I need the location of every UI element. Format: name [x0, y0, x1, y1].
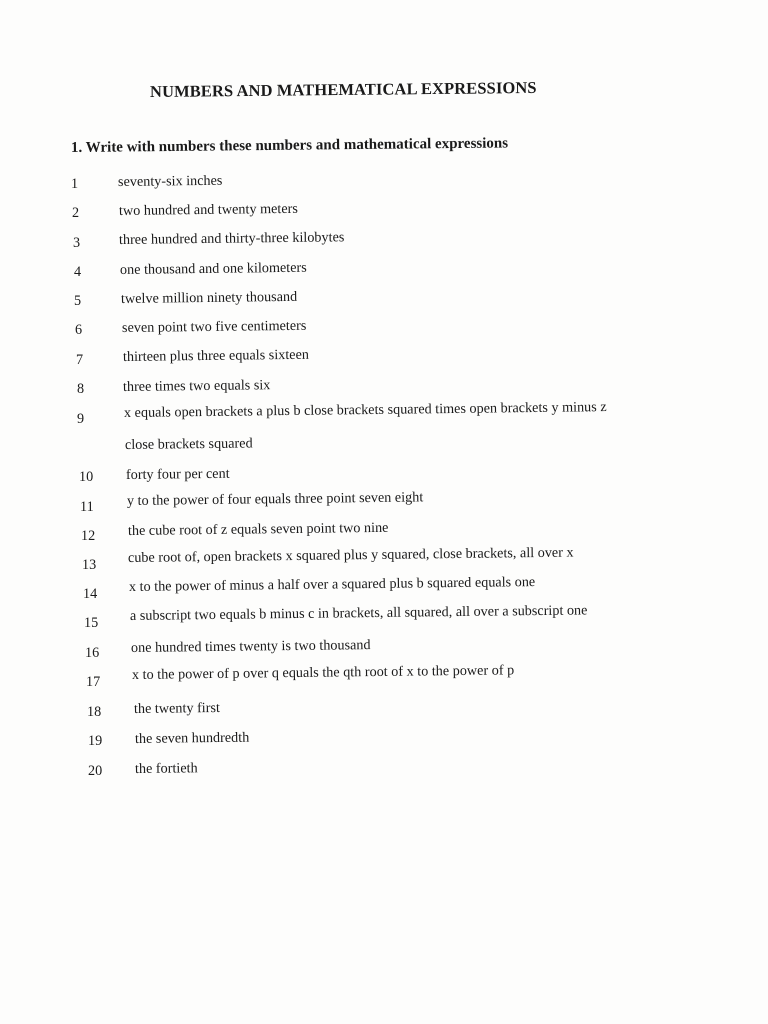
- item-text: thirteen plus three equals sixteen: [122, 346, 310, 365]
- item-text: y to the power of four equals three point seven eight: [126, 489, 424, 509]
- item-text: one hundred times twenty is two thousand: [130, 637, 371, 656]
- item-text: x to the power of p over q equals the qth root of x to the power of p: [131, 662, 515, 683]
- item-number: 11: [80, 499, 94, 515]
- item-text: three hundred and thirty-three kilobytes: [118, 229, 345, 248]
- item-text: the cube root of z equals seven point two nine: [127, 519, 389, 539]
- item-number: 3: [73, 235, 81, 251]
- item-number: 6: [75, 322, 83, 338]
- item-text: cube root of, open brackets x squared plus y squared, close brackets, all over x: [127, 544, 574, 566]
- item-number: 17: [86, 674, 101, 690]
- item-text: twelve million ninety thousand: [120, 288, 298, 307]
- item-text: the twenty first: [133, 699, 220, 717]
- item-number: 5: [74, 293, 82, 309]
- item-text: x equals open brackets a plus b close brackets squared times open brackets y minus z: [123, 399, 607, 421]
- item-text: two hundred and twenty meters: [118, 200, 298, 219]
- item-text: x to the power of minus a half over a squared plus b squared equals one: [128, 574, 536, 595]
- item-number: 8: [77, 381, 85, 397]
- item-number: 14: [83, 586, 98, 602]
- item-text: a subscript two equals b minus c in brackets, all squared, all over a subscript one: [129, 602, 588, 624]
- item-text: forty four per cent: [125, 465, 230, 483]
- item-text: the fortieth: [134, 760, 198, 777]
- item-number: 12: [81, 528, 96, 544]
- item-text: three times two equals six: [122, 377, 271, 395]
- item-number: 18: [87, 704, 102, 720]
- item-text-continuation: close brackets squared: [124, 435, 253, 453]
- item-number: 13: [82, 557, 97, 573]
- item-number: 20: [88, 763, 103, 779]
- page-title: NUMBERS AND MATHEMATICAL EXPRESSIONS: [149, 77, 537, 101]
- item-number: 16: [85, 645, 100, 661]
- item-text: the seven hundredth: [134, 729, 250, 747]
- item-number: 19: [88, 733, 103, 749]
- item-number: 4: [74, 264, 82, 280]
- item-number: 7: [76, 352, 84, 368]
- section-heading: 1. Write with numbers these numbers and mathematical expressions: [70, 135, 509, 156]
- item-number: 9: [77, 411, 85, 427]
- item-text: seventy-six inches: [117, 172, 223, 190]
- item-text: seven point two five centimeters: [121, 317, 307, 336]
- item-number: 2: [72, 205, 80, 221]
- item-number: 15: [84, 615, 99, 631]
- item-number: 10: [79, 469, 94, 485]
- item-number: 1: [71, 176, 79, 192]
- item-text: one thousand and one kilometers: [119, 259, 307, 278]
